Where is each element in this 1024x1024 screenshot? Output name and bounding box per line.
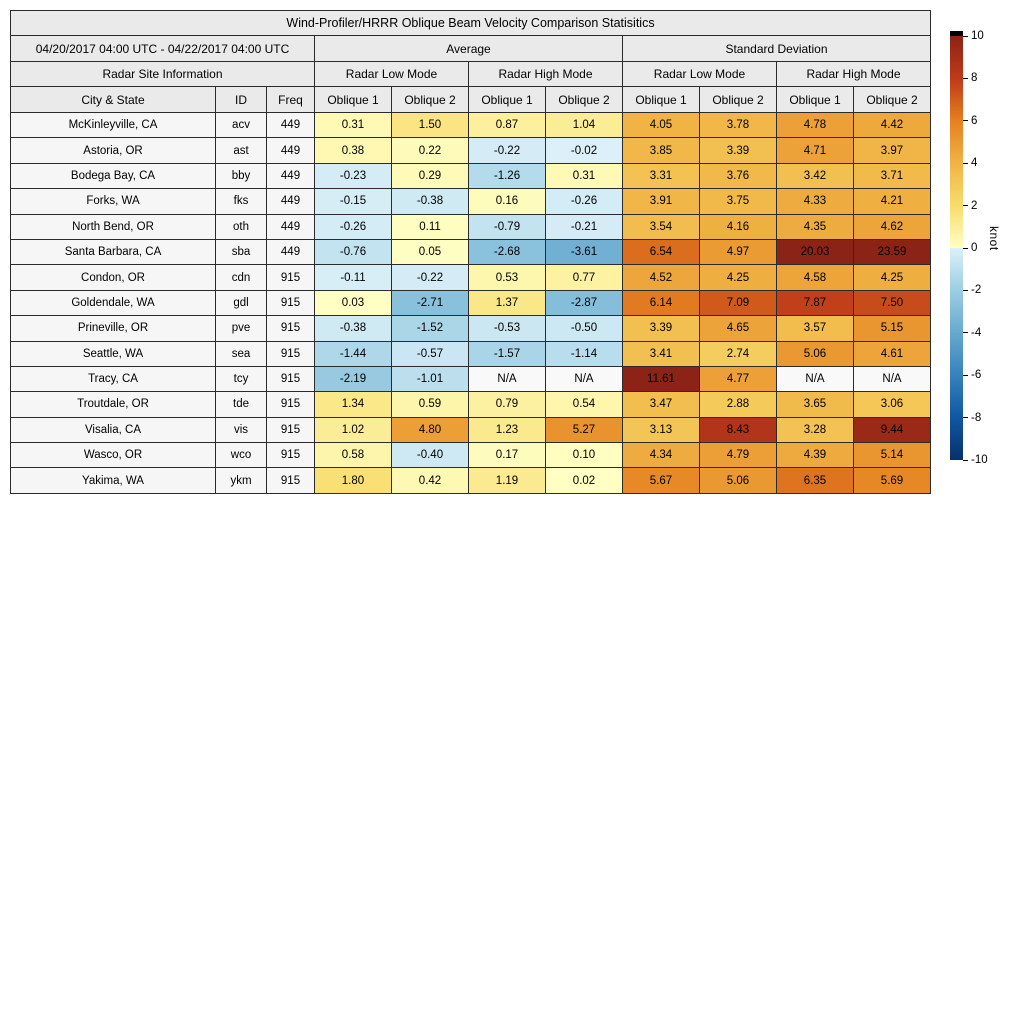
colorbar-tick-label: 2 — [971, 199, 978, 212]
table-row — [11, 113, 931, 138]
city-cell: North Bend, OR — [11, 214, 216, 239]
value-cell: N/A — [854, 366, 931, 391]
value-cell: -0.21 — [546, 214, 623, 239]
freq-cell: 915 — [267, 468, 315, 493]
city-cell: Visalia, CA — [11, 417, 216, 442]
freq-cell: 915 — [267, 392, 315, 417]
value-cell: -0.57 — [392, 341, 469, 366]
value-cell: 3.54 — [623, 214, 700, 239]
value-cell: 3.06 — [854, 392, 931, 417]
value-cell: 4.52 — [623, 265, 700, 290]
site-info-header: Radar Site Information — [11, 62, 315, 87]
value-cell: 4.05 — [623, 113, 700, 138]
value-cell: -0.40 — [392, 443, 469, 468]
colorbar-tick-label: 0 — [971, 242, 978, 254]
value-cell: 1.23 — [469, 417, 546, 442]
city-cell: Wasco, OR — [11, 443, 216, 468]
value-cell: 6.14 — [623, 290, 700, 315]
value-cell: 4.79 — [700, 443, 777, 468]
site-id-cell: oth — [216, 214, 267, 239]
site-id-cell: gdl — [216, 290, 267, 315]
site-id-cell: fks — [216, 189, 267, 214]
colorbar-tick — [963, 36, 968, 37]
value-cell: 1.80 — [315, 468, 392, 493]
freq-cell: 915 — [267, 290, 315, 315]
oblique2-header: Oblique 2 — [854, 87, 931, 113]
value-cell: 3.31 — [623, 163, 700, 188]
value-cell: 0.17 — [469, 443, 546, 468]
value-cell: 23.59 — [854, 239, 931, 264]
oblique1-header: Oblique 1 — [777, 87, 854, 113]
value-cell: -2.19 — [315, 366, 392, 391]
site-id-cell: vis — [216, 417, 267, 442]
value-cell: 0.54 — [546, 392, 623, 417]
value-cell: -0.38 — [392, 189, 469, 214]
value-cell: 3.91 — [623, 189, 700, 214]
table-row — [11, 265, 931, 290]
city-cell: Prineville, OR — [11, 316, 216, 341]
freq-cell: 915 — [267, 443, 315, 468]
colorbar-tick — [963, 120, 968, 121]
value-cell: 4.25 — [854, 265, 931, 290]
value-cell: 3.41 — [623, 341, 700, 366]
value-cell: 0.53 — [469, 265, 546, 290]
value-cell: -0.38 — [315, 316, 392, 341]
oblique2-header: Oblique 2 — [392, 87, 469, 113]
value-cell: 11.61 — [623, 366, 700, 391]
city-cell: McKinleyville, CA — [11, 113, 216, 138]
value-cell: 0.42 — [392, 468, 469, 493]
value-cell: 0.29 — [392, 163, 469, 188]
city-cell: Bodega Bay, CA — [11, 163, 216, 188]
colorbar-tick — [963, 78, 968, 79]
site-id-cell: tde — [216, 392, 267, 417]
table-row — [11, 214, 931, 239]
value-cell: -0.22 — [469, 138, 546, 163]
freq-cell: 915 — [267, 316, 315, 341]
city-header: City & State — [11, 87, 216, 113]
value-cell: 1.37 — [469, 290, 546, 315]
oblique1-header: Oblique 1 — [469, 87, 546, 113]
colorbar-gradient — [950, 36, 963, 460]
value-cell: N/A — [546, 366, 623, 391]
value-cell: 1.04 — [546, 113, 623, 138]
oblique2-header: Oblique 2 — [546, 87, 623, 113]
value-cell: 3.42 — [777, 163, 854, 188]
value-cell: 4.33 — [777, 189, 854, 214]
city-cell: Goldendale, WA — [11, 290, 216, 315]
value-cell: 8.43 — [700, 417, 777, 442]
value-cell: 4.35 — [777, 214, 854, 239]
value-cell: -1.01 — [392, 366, 469, 391]
avg-low-mode-header: Radar Low Mode — [315, 62, 469, 87]
city-cell: Astoria, OR — [11, 138, 216, 163]
value-cell: -0.50 — [546, 316, 623, 341]
site-id-cell: cdn — [216, 265, 267, 290]
city-cell: Condon, OR — [11, 265, 216, 290]
value-cell: 4.61 — [854, 341, 931, 366]
colorbar-tick-label: 8 — [971, 72, 978, 85]
value-cell: -1.57 — [469, 341, 546, 366]
site-id-cell: bby — [216, 163, 267, 188]
value-cell: 5.06 — [700, 468, 777, 493]
city-cell: Seattle, WA — [11, 341, 216, 366]
value-cell: -0.79 — [469, 214, 546, 239]
value-cell: -1.26 — [469, 163, 546, 188]
colorbar-tick — [963, 248, 968, 249]
colorbar-tick-label: 6 — [971, 114, 978, 127]
freq-cell: 449 — [267, 189, 315, 214]
value-cell: 5.15 — [854, 316, 931, 341]
value-cell: 3.97 — [854, 138, 931, 163]
value-cell: 2.74 — [700, 341, 777, 366]
value-cell: 9.44 — [854, 417, 931, 442]
title-row — [11, 11, 931, 36]
value-cell: -1.44 — [315, 341, 392, 366]
value-cell: 20.03 — [777, 239, 854, 264]
value-cell: 0.03 — [315, 290, 392, 315]
avg-high-mode-header: Radar High Mode — [469, 62, 623, 87]
column-header-row — [11, 87, 931, 113]
value-cell: -0.76 — [315, 239, 392, 264]
value-cell: N/A — [777, 366, 854, 391]
table-row — [11, 239, 931, 264]
value-cell: 0.79 — [469, 392, 546, 417]
freq-cell: 449 — [267, 239, 315, 264]
value-cell: 0.02 — [546, 468, 623, 493]
freq-cell: 449 — [267, 163, 315, 188]
value-cell: -0.23 — [315, 163, 392, 188]
value-cell: 4.58 — [777, 265, 854, 290]
site-id-cell: sea — [216, 341, 267, 366]
value-cell: 4.42 — [854, 113, 931, 138]
value-cell: 2.88 — [700, 392, 777, 417]
value-cell: 0.38 — [315, 138, 392, 163]
colorbar-tick — [963, 290, 968, 291]
group-header-std: Standard Deviation — [623, 36, 931, 62]
table-row — [11, 163, 931, 188]
colorbar-tick-label: -10 — [971, 454, 988, 466]
table-row — [11, 341, 931, 366]
value-cell: 3.65 — [777, 392, 854, 417]
value-cell: 3.28 — [777, 417, 854, 442]
site-id-cell: tcy — [216, 366, 267, 391]
table-row — [11, 290, 931, 315]
value-cell: 5.27 — [546, 417, 623, 442]
value-cell: 4.65 — [700, 316, 777, 341]
value-cell: N/A — [469, 366, 546, 391]
value-cell: 4.77 — [700, 366, 777, 391]
value-cell: 5.69 — [854, 468, 931, 493]
city-cell: Santa Barbara, CA — [11, 239, 216, 264]
value-cell: 3.39 — [623, 316, 700, 341]
table-row — [11, 468, 931, 493]
value-cell: 6.54 — [623, 239, 700, 264]
value-cell: 0.16 — [469, 189, 546, 214]
value-cell: 5.06 — [777, 341, 854, 366]
value-cell: 4.78 — [777, 113, 854, 138]
colorbar-tick-label: 4 — [971, 157, 978, 170]
city-cell: Troutdale, OR — [11, 392, 216, 417]
table-row — [11, 316, 931, 341]
table-row — [11, 189, 931, 214]
site-id-cell: wco — [216, 443, 267, 468]
table-body — [11, 113, 931, 494]
value-cell: 4.39 — [777, 443, 854, 468]
value-cell: -0.02 — [546, 138, 623, 163]
colorbar-tick-label: -4 — [971, 326, 982, 339]
value-cell: 3.78 — [700, 113, 777, 138]
value-cell: 0.11 — [392, 214, 469, 239]
colorbar-unit-label: knot — [987, 226, 1001, 251]
value-cell: -3.61 — [546, 239, 623, 264]
value-cell: -0.26 — [546, 189, 623, 214]
value-cell: -0.26 — [315, 214, 392, 239]
value-cell: 3.39 — [700, 138, 777, 163]
value-cell: 1.19 — [469, 468, 546, 493]
colorbar-tick-label: -2 — [971, 284, 982, 297]
value-cell: 7.50 — [854, 290, 931, 315]
value-cell: 3.13 — [623, 417, 700, 442]
value-cell: 5.14 — [854, 443, 931, 468]
value-cell: -0.15 — [315, 189, 392, 214]
city-cell: Forks, WA — [11, 189, 216, 214]
value-cell: 3.57 — [777, 316, 854, 341]
colorbar-tick — [963, 460, 968, 461]
value-cell: -0.11 — [315, 265, 392, 290]
id-header: ID — [216, 87, 267, 113]
value-cell: 4.21 — [854, 189, 931, 214]
group-header-row — [11, 36, 931, 62]
freq-cell: 449 — [267, 214, 315, 239]
site-id-cell: ykm — [216, 468, 267, 493]
value-cell: 3.76 — [700, 163, 777, 188]
value-cell: 1.02 — [315, 417, 392, 442]
value-cell: 3.75 — [700, 189, 777, 214]
std-low-mode-header: Radar Low Mode — [623, 62, 777, 87]
value-cell: 6.35 — [777, 468, 854, 493]
oblique1-header: Oblique 1 — [623, 87, 700, 113]
value-cell: -1.14 — [546, 341, 623, 366]
stats-table — [10, 10, 931, 494]
value-cell: 5.67 — [623, 468, 700, 493]
value-cell: 4.62 — [854, 214, 931, 239]
table-row — [11, 366, 931, 391]
value-cell: 7.09 — [700, 290, 777, 315]
freq-cell: 449 — [267, 113, 315, 138]
value-cell: 0.59 — [392, 392, 469, 417]
oblique1-header: Oblique 1 — [315, 87, 392, 113]
colorbar-tick — [963, 375, 968, 376]
value-cell: 4.97 — [700, 239, 777, 264]
value-cell: -0.53 — [469, 316, 546, 341]
freq-cell: 915 — [267, 341, 315, 366]
value-cell: 4.25 — [700, 265, 777, 290]
value-cell: 0.10 — [546, 443, 623, 468]
freq-cell: 449 — [267, 138, 315, 163]
table-row — [11, 443, 931, 468]
value-cell: 0.31 — [546, 163, 623, 188]
colorbar-tick — [963, 163, 968, 164]
value-cell: 3.85 — [623, 138, 700, 163]
colorbar-tick — [963, 417, 968, 418]
table-row — [11, 392, 931, 417]
site-id-cell: acv — [216, 113, 267, 138]
value-cell: 3.47 — [623, 392, 700, 417]
group-header-average: Average — [315, 36, 623, 62]
colorbar-tick-label: -6 — [971, 369, 982, 382]
colorbar-tick — [963, 205, 968, 206]
value-cell: 0.58 — [315, 443, 392, 468]
site-id-cell: ast — [216, 138, 267, 163]
value-cell: 3.71 — [854, 163, 931, 188]
value-cell: 0.05 — [392, 239, 469, 264]
chart-title: Wind-Profiler/HRRR Oblique Beam Velocity Comparison Statisitics — [11, 11, 931, 36]
freq-cell: 915 — [267, 265, 315, 290]
mode-header-row — [11, 62, 931, 87]
date-range: 04/20/2017 04:00 UTC - 04/22/2017 04:00 UTC — [11, 36, 315, 62]
value-cell: 7.87 — [777, 290, 854, 315]
colorbar-tick-label: 10 — [971, 30, 984, 42]
freq-header: Freq — [267, 87, 315, 113]
value-cell: -0.22 — [392, 265, 469, 290]
value-cell: 0.22 — [392, 138, 469, 163]
value-cell: 4.80 — [392, 417, 469, 442]
value-cell: 4.34 — [623, 443, 700, 468]
value-cell: -1.52 — [392, 316, 469, 341]
colorbar-tick — [963, 332, 968, 333]
site-id-cell: sba — [216, 239, 267, 264]
table-row — [11, 417, 931, 442]
value-cell: 1.50 — [392, 113, 469, 138]
colorbar-tick-label: -8 — [971, 411, 982, 424]
city-cell: Yakima, WA — [11, 468, 216, 493]
city-cell: Tracy, CA — [11, 366, 216, 391]
value-cell: 1.34 — [315, 392, 392, 417]
freq-cell: 915 — [267, 417, 315, 442]
site-id-cell: pve — [216, 316, 267, 341]
value-cell: 4.16 — [700, 214, 777, 239]
oblique2-header: Oblique 2 — [700, 87, 777, 113]
value-cell: 0.31 — [315, 113, 392, 138]
std-high-mode-header: Radar High Mode — [777, 62, 931, 87]
freq-cell: 915 — [267, 366, 315, 391]
value-cell: -2.71 — [392, 290, 469, 315]
value-cell: 0.77 — [546, 265, 623, 290]
value-cell: -2.68 — [469, 239, 546, 264]
value-cell: 0.87 — [469, 113, 546, 138]
value-cell: 4.71 — [777, 138, 854, 163]
table-row — [11, 138, 931, 163]
value-cell: -2.87 — [546, 290, 623, 315]
